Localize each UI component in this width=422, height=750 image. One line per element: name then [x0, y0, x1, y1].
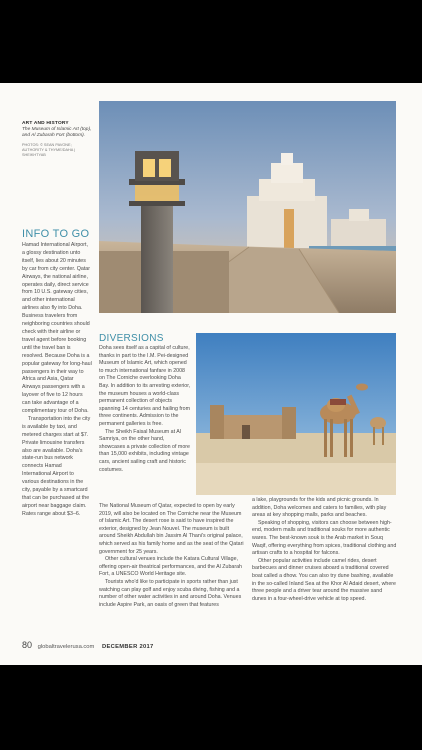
article-paragraph: Tourists who'd like to participate in sports rather than just watching can play golf and enjoy scuba diving, fishing and a number of other water activities in and around Doha. Venues include Aspire Park, an oasis of green that features: [99, 578, 242, 608]
photo-caption: [22, 121, 92, 158]
article-column-continued: [99, 503, 246, 609]
diversions-paragraph: Doha sees itself as a capital of culture, thanks in part to the I.M. Pei-designed Museum of Islamic Art, which opened to much international fanfare in 2008 on The Corniche overlooking Doha Bay. In addition to its arresting exterior, the museum houses a world-class permanent collection of objects spanning 14 centuries and hailing from three continents. Admission to the permanent galleries is free.: [99, 345, 191, 427]
diversions-column: [99, 333, 191, 474]
info-paragraph: Transportation into the city is available by taxi, and metered charges start at $7. Private limousine transfers also are available. Doha's state-run bus network connects Hamad International Airport to various destinations in the city, payable by a smartcard that can be purchased at the airport near baggage claim. Rates range about $3–6.: [22, 415, 91, 517]
article-paragraph: Other popular activities include camel rides, desert barbecues and dinner cruises aboard a traditional covered boat called a dhow. You can also try dune bashing, available in the so-called Inland Sea at the Khor Al Adaid desert, where three people and a driver tear around the massive sand dunes in a four-wheel-drive vehicle at top speed.: [252, 557, 396, 602]
page-footer: [22, 639, 402, 651]
museum-of-islamic-art-photo: [99, 101, 396, 313]
article-paragraph: Other cultural venues include the Katara Cultural Village, offering open-air theatrical performances, and the Al Zubarah Fort, a UNESCO World Heritage site.: [99, 556, 243, 578]
info-to-go-column: [22, 228, 92, 519]
diversions-heading: DIVERSIONS: [99, 333, 164, 344]
diversions-paragraph: The Sheikh Faisal Museum at Al Samriya, on the other hand, showcases a private collection of more than 15,000 exhibits, including vintage cars, ancient sailing craft and historic costumes.: [99, 428, 190, 473]
info-to-go-heading: INFO TO GO: [22, 228, 90, 240]
article-paragraph: Speaking of shopping, visitors can choose between high-end, modern malls and traditional souks for more authentic wares. The best-known souk is the Arab market in Souq Waqif, offering everything from spices, traditional clothing and artisan crafts to a hospital for falcons.: [252, 519, 397, 557]
info-paragraph: Hamad International Airport, a glossy destination unto itself, lies about 20 minutes by car from city center. Qatar Airways, the national airline, operates daily, direct service from 10 U.S. gateway cities, and other international airlines also fly into Doha. Business travelers from neighboring countries should check with their airline or travel agent before booking until the travel ban is resolved. Because Doha is a popular gateway for long-haul passengers in their way to Africa and Asia, Qatar Airways passengers with a layover of five to 12 hours can take advantage of a complimentary tour of Doha.: [22, 242, 92, 415]
page-number: 80: [22, 640, 33, 650]
footer-site: globaltravelerusa.com: [37, 644, 95, 650]
al-zubarah-fort-camels-photo: [196, 333, 396, 495]
article-paragraph: a lake, playgrounds for the kids and picnic grounds. In addition, Doha welcomes and caters to families, with play areas at key shopping malls, parks and beaches.: [252, 497, 387, 519]
photo-credit: PHOTOS: © SEAN PAVONE; AUTHORITY & THYME/DAHA | SHEIKHTYAB: [22, 143, 76, 157]
article-column-right: [252, 497, 397, 603]
footer-issue: DECEMBER 2017: [101, 644, 154, 650]
museum-illustration: [99, 101, 396, 313]
fort-illustration: [196, 333, 396, 495]
magazine-page: [0, 83, 422, 665]
caption-description: The Museum of Islamic Art (top), and Al Zubarah Fort (bottom).: [22, 127, 92, 138]
caption-kicker: ART AND HISTORY: [22, 121, 69, 126]
article-paragraph: The National Museum of Qatar, expected to open by early 2019, will also be located on The Corniche near the Museum of Islamic Art. The desert rose is said to have inspired the exterior, designed by Jean Nouvel. The museum is built around Sheikh Abdullah bin Jassim Al Thani's original palace, which served as his family home and as the seat of the Qatari government for 25 years.: [99, 503, 244, 555]
